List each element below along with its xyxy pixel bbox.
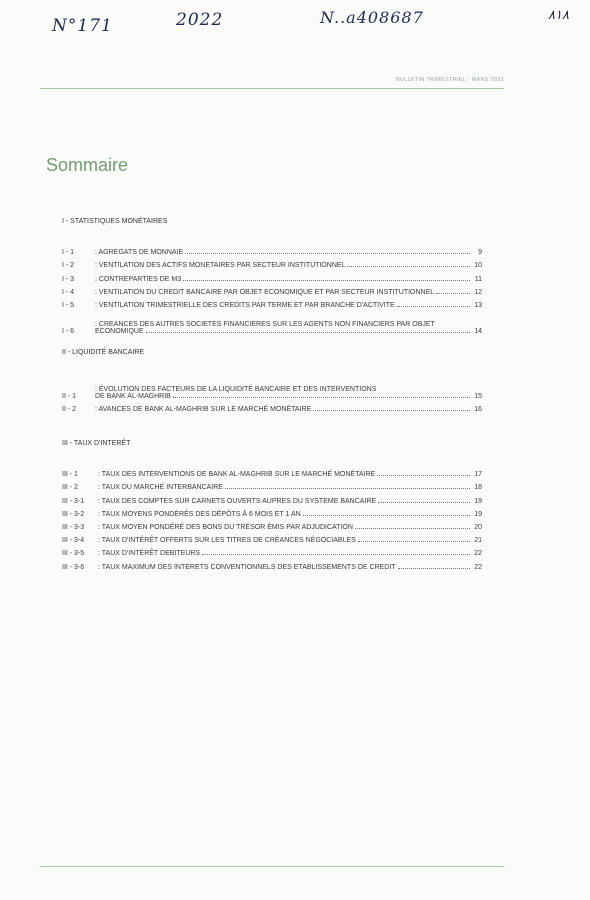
toc-entry-page: 14 [474, 327, 482, 335]
toc-entry-title: DE BANK AL-MAGHRIB [95, 393, 171, 400]
toc-entry-title: : ÉVOLUTION DES FACTEURS DE LA LIQUIDITÉ BANCAIRE ET DES INTERVENTIONS [95, 386, 377, 393]
dot-leader [377, 475, 470, 476]
toc-entry-title: : CONTREPARTIES DE M3 [95, 275, 182, 283]
toc-entry [62, 283, 482, 296]
handwritten-note-year: 2022 [176, 10, 224, 30]
toc-entry-number: II - 1 [62, 393, 77, 400]
dot-leader [146, 332, 470, 333]
toc-entry-number: I - 3 [62, 275, 75, 283]
handwritten-note-number: N°171 [52, 16, 113, 36]
toc-entry [62, 296, 482, 309]
dot-leader [436, 293, 470, 294]
toc-entry-page: 16 [474, 406, 482, 414]
handwritten-note-reference: N..a408687 [320, 8, 424, 27]
toc-entry-number: III - 3-4 [62, 537, 85, 545]
toc-entry-number: I - 1 [62, 249, 75, 257]
toc-entry [62, 269, 482, 282]
toc-entry-title: : TAUX MAXIMUM DES INTERETS CONVENTIONNELS DES ETABLISSEMENTS DE CREDIT [98, 563, 396, 571]
toc-entry-title: : VENTILATION DES ACTIFS MONETAIRES PAR SECTEUR INSTITUTIONNEL [95, 262, 346, 270]
toc-entry-page: 22 [474, 550, 482, 558]
toc-entry [62, 256, 482, 269]
toc-entry-page: 21 [474, 537, 482, 545]
toc-entry [62, 374, 482, 400]
dot-leader [173, 397, 470, 398]
toc-entry-page: 13 [474, 301, 482, 309]
toc-entry [62, 505, 482, 518]
dot-leader [225, 488, 470, 489]
toc-entry [62, 400, 482, 413]
toc-entry-title: : TAUX D'INTÉRÊT OFFERTS SUR LES TITRES DE CRÉANCES NÉGOCIABLES [98, 537, 356, 545]
toc-entry-page: 17 [474, 471, 482, 479]
dot-leader [185, 253, 470, 254]
toc-entry-number: I - 2 [62, 262, 75, 270]
dot-leader [183, 280, 470, 281]
toc-entry [62, 491, 482, 504]
toc-entry-page: 9 [478, 249, 482, 257]
section-heading-liquidite: II - LIQUIDITÉ BANCAIRE [62, 349, 145, 356]
toc-entry-page: 11 [474, 275, 482, 283]
toc-entry-title: : VENTILATION DU CREDIT BANCAIRE PAR OBJET ECONOMIQUE ET PAR SECTEUR INSTITUTIONNEL [95, 288, 435, 296]
toc-entry-number: III - 3-1 [62, 497, 85, 505]
dot-leader [202, 554, 470, 555]
section-heading-statistiques: I - STATISTIQUES MONÉTAIRES [62, 218, 168, 225]
handwritten-note-corner: ٨١٨ [548, 8, 569, 23]
header-rule [40, 88, 504, 89]
toc-entry-number: II - 2 [62, 406, 77, 414]
toc-entry-page: 18 [474, 484, 482, 492]
toc-entry [62, 557, 482, 570]
toc-entry-title: : TAUX MOYEN PONDÉRÉ DES BONS DU TRÉSOR ÉMIS PAR ADJUDICATION [98, 523, 353, 531]
toc-entry-title: : VENTILATION TRIMESTRIELLE DES CREDITS PAR TERME ET PAR BRANCHE D'ACTIVITE [95, 301, 395, 309]
toc-entry-number: III - 2 [62, 484, 78, 492]
dot-leader [358, 541, 470, 542]
toc-entry-title: : TAUX DU MARCHÉ INTERBANCAIRE [98, 484, 223, 492]
toc-entry-number: III - 3-5 [62, 550, 85, 558]
toc-entry-title: : AVANCES DE BANK AL-MAGHRIB SUR LE MARCHÉ MONÉTAIRE [95, 406, 312, 414]
toc-entry-title: ECONOMIQUE [95, 327, 144, 335]
toc-entry-number: I - 4 [62, 288, 75, 296]
footer-rule [40, 866, 504, 867]
toc-entry-number: III - 3-2 [62, 510, 85, 518]
toc-entry [62, 478, 482, 491]
toc-entry-title: : CREANCES DES AUTRES SOCIETES FINANCIERES SUR LES AGENTS NON FINANCIERS PAR OBJET [95, 320, 435, 328]
dot-leader [378, 502, 470, 503]
toc-entry-title: : TAUX D'INTÉRÊT DEBITEURS [98, 550, 201, 558]
toc-entry-page: 22 [474, 563, 482, 571]
toc-entry-page: 10 [474, 262, 482, 270]
toc-entry [62, 531, 482, 544]
toc-list-statistiques [62, 243, 482, 335]
toc-entry-number: III - 3-6 [62, 563, 85, 571]
toc-entry [62, 243, 482, 256]
toc-entry-title: : AGREGATS DE MONNAIE [95, 249, 184, 257]
dot-leader [303, 515, 470, 516]
dot-leader [397, 306, 470, 307]
bulletin-header: BULLETIN TRIMESTRIEL - MARS 2022 [395, 77, 504, 83]
toc-entry [62, 465, 482, 478]
toc-entry-page: 12 [474, 288, 482, 296]
dot-leader [355, 528, 470, 529]
dot-leader [398, 568, 470, 569]
toc-list-liquidite [62, 374, 482, 413]
toc-entry-title: : TAUX DES COMPTES SUR CARNETS OUVERTS AUPRES DU SYSTEME BANCAIRE [98, 497, 377, 505]
section-heading-taux: III - TAUX D'INTERÊT [62, 440, 131, 447]
toc-entry-number: I - 5 [62, 301, 75, 309]
toc-entry-title: : TAUX DES INTERVENTIONS DE BANK AL-MAGHRIB SUR LE MARCHÉ MONÉTAIRE [98, 471, 376, 479]
dot-leader [313, 410, 470, 411]
toc-entry-page: 20 [474, 523, 482, 531]
toc-entry [62, 544, 482, 557]
toc-entry-page: 19 [474, 510, 482, 518]
toc-entry-page: 15 [474, 393, 482, 400]
toc-entry-number: III - 1 [62, 471, 78, 479]
toc-list-taux [62, 465, 482, 571]
toc-entry-number: I - 6 [62, 327, 75, 335]
toc-entry-number: III - 3-3 [62, 523, 85, 531]
dot-leader [347, 266, 470, 267]
toc-entry-page: 19 [474, 497, 482, 505]
toc-entry [62, 309, 482, 335]
toc-entry-title: : TAUX MOYENS PONDÉRÉS DES DÉPÔTS À 6 MOIS ET 1 AN [98, 510, 301, 518]
page-title: Sommaire [46, 155, 129, 175]
toc-entry [62, 518, 482, 531]
